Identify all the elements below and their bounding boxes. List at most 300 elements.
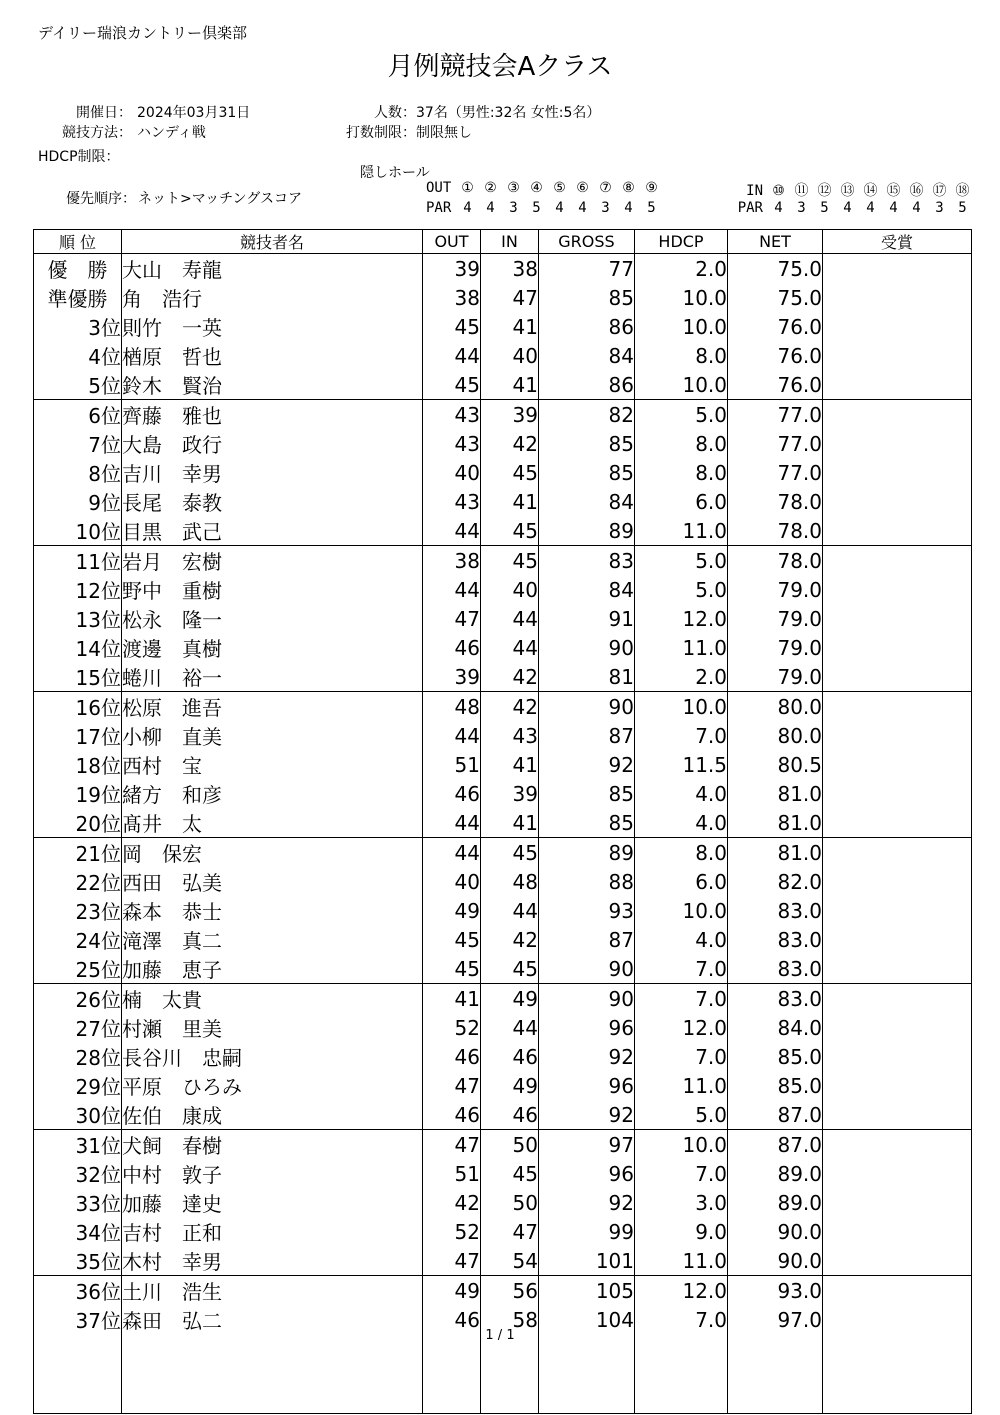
net-score: 79.0 [728,662,823,692]
award [823,254,972,284]
table-row [34,312,972,341]
hole-number: ⑪ [794,183,809,199]
player-name: 齊藤 雅也 [122,400,423,430]
hole-par: 4 [463,200,472,216]
hole-number: ⑯ [909,183,924,199]
limit-label: 打数制限： [346,125,416,141]
player-name: 森本 恭士 [122,896,423,925]
rank: 15位 [34,662,122,692]
player-name: 犬飼 春樹 [122,1130,423,1160]
in-score: 41 [481,370,539,400]
player-name: 加藤 達史 [122,1188,423,1217]
award [823,1276,972,1306]
out-label: OUT [426,180,452,196]
player-name: 木村 幸男 [122,1246,423,1276]
table-row [34,283,972,312]
in-score: 38 [481,254,539,284]
award [823,954,972,984]
hdcp-value: 10.0 [635,312,728,341]
net-score: 80.5 [728,750,823,779]
empty-cell [539,1360,635,1386]
hole-par: 3 [797,200,806,216]
hole-par: 4 [774,200,783,216]
col-player-name: 競技者名 [122,230,423,254]
award [823,1188,972,1217]
player-name: 佐伯 康成 [122,1100,423,1130]
table-row [34,779,972,808]
net-score: 89.0 [728,1159,823,1188]
in-score: 44 [481,604,539,633]
col-award: 受賞 [823,230,972,254]
rank: 4位 [34,341,122,370]
empty-cell [823,1360,972,1386]
gross-score: 99 [539,1217,635,1246]
net-score: 80.0 [728,721,823,750]
award [823,1100,972,1130]
rank: 35位 [34,1246,122,1276]
hdcp-value: 11.0 [635,633,728,662]
award [823,692,972,722]
award [823,1217,972,1246]
table-row [34,487,972,516]
out-score: 46 [423,779,481,808]
player-name: 松永 隆一 [122,604,423,633]
in-score: 44 [481,1013,539,1042]
net-score: 77.0 [728,458,823,487]
hole-par: 3 [509,200,518,216]
out-score: 47 [423,604,481,633]
out-score: 42 [423,1188,481,1217]
table-row [34,370,972,400]
hole-number: ⑭ [863,183,878,199]
in-score: 50 [481,1130,539,1160]
in-score: 42 [481,662,539,692]
gross-score: 90 [539,984,635,1014]
player-name: 蜷川 裕一 [122,662,423,692]
award [823,838,972,868]
gross-score: 88 [539,867,635,896]
player-name: 平原 ひろみ [122,1071,423,1100]
hdcp-value: 8.0 [635,458,728,487]
rank: 3位 [34,312,122,341]
in-score: 45 [481,1159,539,1188]
empty-cell [423,1386,481,1413]
out-score: 46 [423,1042,481,1071]
in-score: 44 [481,896,539,925]
hole-number: ⑦ [599,180,612,196]
net-score: 81.0 [728,808,823,838]
rank: 5位 [34,370,122,400]
gross-score: 89 [539,516,635,546]
player-name: 西村 宝 [122,750,423,779]
award [823,487,972,516]
hdcp-value: 9.0 [635,1217,728,1246]
empty-row [34,1360,972,1386]
hdcp-value: 5.0 [635,1100,728,1130]
in-score: 54 [481,1246,539,1276]
table-row [34,692,972,722]
rank: 6位 [34,400,122,430]
player-name: 野中 重樹 [122,575,423,604]
out-hole-numbers [456,180,663,196]
col-rank: 順 位 [34,230,122,254]
hdcp-value: 10.0 [635,283,728,312]
table-header-row [34,230,972,254]
in-score: 45 [481,838,539,868]
in-score: 46 [481,1100,539,1130]
player-name: 岡 保宏 [122,838,423,868]
out-score: 45 [423,312,481,341]
in-holes-row [733,180,974,200]
results-body [34,254,972,1414]
out-score: 45 [423,370,481,400]
out-score: 40 [423,458,481,487]
rank: 21位 [34,838,122,868]
gross-score: 96 [539,1159,635,1188]
in-score: 41 [481,487,539,516]
hole-par: 4 [866,200,875,216]
net-score: 78.0 [728,546,823,576]
hole-number: ④ [530,180,543,196]
award [823,458,972,487]
club-name: デイリー瑞浪カントリー倶楽部 [38,24,247,42]
hdcp-value: 11.5 [635,750,728,779]
in-score: 46 [481,1042,539,1071]
players-value: 37名（男性:32名 女性:5名） [416,105,601,121]
results-table [33,229,972,1414]
rank: 20位 [34,808,122,838]
table-row [34,954,972,984]
table-row [34,1013,972,1042]
hdcp-value: 12.0 [635,604,728,633]
hole-par: 4 [889,200,898,216]
gross-score: 84 [539,487,635,516]
player-name: 髙井 太 [122,808,423,838]
rank: 33位 [34,1188,122,1217]
out-score: 45 [423,925,481,954]
in-score: 45 [481,458,539,487]
gross-score: 86 [539,312,635,341]
table-row [34,429,972,458]
out-score: 39 [423,254,481,284]
player-name: 岩月 宏樹 [122,546,423,576]
table-row [34,458,972,487]
award [823,283,972,312]
out-score: 48 [423,692,481,722]
in-score: 48 [481,867,539,896]
rank: 17位 [34,721,122,750]
rank: 30位 [34,1100,122,1130]
gross-score: 84 [539,341,635,370]
empty-row [34,1386,972,1413]
hole-par: 5 [647,200,656,216]
col-gross: GROSS [539,230,635,254]
out-score: 47 [423,1130,481,1160]
out-score: 51 [423,750,481,779]
award [823,808,972,838]
in-score: 39 [481,779,539,808]
player-name: 長谷川 忠嗣 [122,1042,423,1071]
hdcp-value: 4.0 [635,925,728,954]
players-label: 人数： [374,105,416,121]
table-row [34,867,972,896]
empty-cell [122,1386,423,1413]
net-score: 87.0 [728,1130,823,1160]
hdcp-value: 10.0 [635,370,728,400]
award [823,1130,972,1160]
gross-score: 101 [539,1246,635,1276]
out-score: 47 [423,1071,481,1100]
player-name: 大島 政行 [122,429,423,458]
out-par-values [456,200,663,216]
out-par-label: PAR [426,200,452,216]
empty-cell [728,1360,823,1386]
gross-score: 104 [539,1305,635,1334]
rank: 25位 [34,954,122,984]
hole-number: ① [461,180,474,196]
hdcp-value: 5.0 [635,400,728,430]
player-name: 吉村 正和 [122,1217,423,1246]
hdcp-value: 8.0 [635,429,728,458]
in-score: 41 [481,808,539,838]
in-score: 42 [481,925,539,954]
net-score: 90.0 [728,1217,823,1246]
table-row [34,984,972,1014]
out-score: 52 [423,1013,481,1042]
award [823,1042,972,1071]
award [823,867,972,896]
hole-number: ② [484,180,497,196]
gross-score: 93 [539,896,635,925]
rank: 8位 [34,458,122,487]
out-score: 43 [423,429,481,458]
gross-score: 84 [539,575,635,604]
in-par-row [733,200,974,216]
rank: 優 勝 [34,254,122,284]
out-score: 44 [423,516,481,546]
rank: 10位 [34,516,122,546]
in-score: 41 [481,750,539,779]
empty-cell [34,1386,122,1413]
net-score: 87.0 [728,1100,823,1130]
in-score: 39 [481,400,539,430]
rank: 37位 [34,1305,122,1334]
gross-score: 85 [539,283,635,312]
rank: 34位 [34,1217,122,1246]
gross-score: 83 [539,546,635,576]
net-score: 81.0 [728,779,823,808]
out-score: 44 [423,838,481,868]
net-score: 79.0 [728,604,823,633]
empty-cell [823,1386,972,1413]
empty-cell [728,1386,823,1413]
gross-score: 85 [539,808,635,838]
gross-score: 86 [539,370,635,400]
rank: 22位 [34,867,122,896]
hdcp-value: 2.0 [635,254,728,284]
net-score: 79.0 [728,633,823,662]
table-row [34,1276,972,1306]
net-score: 78.0 [728,516,823,546]
col-hdcp: HDCP [635,230,728,254]
player-name: 小柳 直美 [122,721,423,750]
hdcp-value: 12.0 [635,1276,728,1306]
empty-cell [635,1360,728,1386]
hdcp-value: 2.0 [635,662,728,692]
rank: 28位 [34,1042,122,1071]
hdcp-limit-label: HDCP制限： [38,149,120,165]
hdcp-value: 12.0 [635,1013,728,1042]
hdcp-value: 7.0 [635,1042,728,1071]
net-score: 83.0 [728,925,823,954]
hdcp-value: 6.0 [635,867,728,896]
table-row [34,1042,972,1071]
award [823,429,972,458]
hole-number: ⑰ [932,183,947,199]
player-name: 長尾 泰教 [122,487,423,516]
in-par-label: PAR [737,200,763,216]
award [823,1159,972,1188]
rank: 13位 [34,604,122,633]
award [823,721,972,750]
hdcp-value: 5.0 [635,546,728,576]
hole-number: ⑧ [622,180,635,196]
player-name: 目黒 武己 [122,516,423,546]
table-row [34,400,972,430]
table-row [34,1100,972,1130]
hdcp-value: 7.0 [635,1305,728,1334]
hole-par: 5 [532,200,541,216]
hole-par: 4 [843,200,852,216]
gross-score: 85 [539,429,635,458]
player-name: 松原 進吾 [122,692,423,722]
in-score: 40 [481,575,539,604]
gross-score: 96 [539,1071,635,1100]
award [823,779,972,808]
award [823,1071,972,1100]
award [823,984,972,1014]
rank: 18位 [34,750,122,779]
table-row [34,721,972,750]
player-name: 角 浩行 [122,283,423,312]
empty-cell [481,1386,539,1413]
hole-number: ⑤ [553,180,566,196]
gross-score: 81 [539,662,635,692]
table-row [34,838,972,868]
gross-score: 77 [539,254,635,284]
player-name: 渡邊 真樹 [122,633,423,662]
hdcp-value: 8.0 [635,838,728,868]
rank: 31位 [34,1130,122,1160]
award [823,546,972,576]
in-score: 47 [481,1217,539,1246]
out-score: 44 [423,575,481,604]
hole-number: ⑱ [955,183,970,199]
col-in: IN [481,230,539,254]
hole-number: ⑥ [576,180,589,196]
award [823,925,972,954]
out-par-row [426,200,663,216]
out-score: 39 [423,662,481,692]
net-score: 90.0 [728,1246,823,1276]
net-score: 93.0 [728,1276,823,1306]
player-name: 滝澤 真二 [122,925,423,954]
hdcp-value: 5.0 [635,575,728,604]
gross-score: 92 [539,1188,635,1217]
hdcp-value: 10.0 [635,692,728,722]
out-score: 46 [423,633,481,662]
empty-cell [122,1360,423,1386]
award [823,604,972,633]
hdcp-value: 3.0 [635,1188,728,1217]
out-score: 43 [423,400,481,430]
page-number: 1 / 1 [485,1328,515,1343]
col-out: OUT [423,230,481,254]
net-score: 78.0 [728,487,823,516]
table-row [34,808,972,838]
hole-number: ⑨ [645,180,658,196]
table-row [34,633,972,662]
in-score: 49 [481,984,539,1014]
rank: 29位 [34,1071,122,1100]
out-holes-row [426,180,663,196]
hdcp-value: 8.0 [635,341,728,370]
hole-number: ⑩ [772,183,785,199]
player-name: 加藤 恵子 [122,954,423,984]
player-name: 緒方 和彦 [122,779,423,808]
table-row [34,1130,972,1160]
player-name: 中村 敦子 [122,1159,423,1188]
net-score: 83.0 [728,984,823,1014]
rank: 9位 [34,487,122,516]
rank: 19位 [34,779,122,808]
gross-score: 96 [539,1013,635,1042]
out-score: 38 [423,283,481,312]
hole-number: ③ [507,180,520,196]
out-score: 44 [423,808,481,838]
player-name: 楢原 哲也 [122,341,423,370]
empty-cell [423,1360,481,1386]
out-score: 40 [423,867,481,896]
hole-number: ⑫ [817,183,832,199]
table-row [34,1246,972,1276]
player-name: 楠 太貴 [122,984,423,1014]
hole-par: 4 [578,200,587,216]
gross-score: 92 [539,1042,635,1071]
net-score: 85.0 [728,1071,823,1100]
hdcp-value: 11.0 [635,1071,728,1100]
hole-par: 5 [820,200,829,216]
award [823,516,972,546]
player-name: 則竹 一英 [122,312,423,341]
gross-score: 87 [539,721,635,750]
hole-par: 3 [935,200,944,216]
out-score: 52 [423,1217,481,1246]
table-row [34,546,972,576]
gross-score: 90 [539,633,635,662]
out-score: 46 [423,1305,481,1334]
out-score: 46 [423,1100,481,1130]
table-row [34,341,972,370]
net-score: 83.0 [728,896,823,925]
empty-cell [34,1360,122,1386]
gross-score: 91 [539,604,635,633]
gross-score: 89 [539,838,635,868]
table-row [34,662,972,692]
award [823,341,972,370]
player-name: 鈴木 賢治 [122,370,423,400]
hdcp-value: 4.0 [635,779,728,808]
